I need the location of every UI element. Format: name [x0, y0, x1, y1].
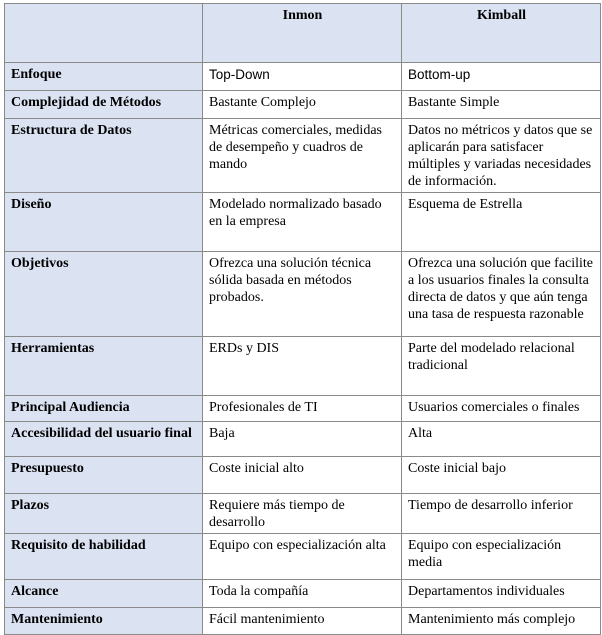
comparison-table — [4, 3, 601, 635]
row-label: Estructura de Datos — [5, 119, 203, 193]
kimball-cell: Equipo con especialización media — [402, 534, 601, 580]
kimball-cell: Usuarios comerciales o finales — [402, 396, 601, 422]
inmon-cell: ERDs y DIS — [203, 337, 402, 396]
header-kimball: Kimball — [402, 4, 601, 63]
table-row — [5, 494, 601, 534]
table-row — [5, 119, 601, 193]
table-row — [5, 422, 601, 457]
table-row — [5, 608, 601, 635]
kimball-cell: Mantenimiento más complejo — [402, 608, 601, 635]
inmon-cell: Bastante Complejo — [203, 91, 402, 119]
inmon-cell: Ofrezca una solución técnica sólida basada en métodos probados. — [203, 252, 402, 337]
header-inmon: Inmon — [203, 4, 402, 63]
row-label: Herramientas — [5, 337, 203, 396]
kimball-cell: Datos no métricos y datos que se aplicarán para satisfacer múltiples y variadas necesidades de información. — [402, 119, 601, 193]
table-row — [5, 337, 601, 396]
table-row — [5, 396, 601, 422]
inmon-cell: Toda la compañía — [203, 580, 402, 608]
table-row — [5, 193, 601, 252]
inmon-cell: Profesionales de TI — [203, 396, 402, 422]
row-label: Accesibilidad del usuario final — [5, 422, 203, 457]
inmon-cell: Baja — [203, 422, 402, 457]
inmon-cell: Coste inicial alto — [203, 457, 402, 494]
table-row — [5, 534, 601, 580]
inmon-cell: Fácil mantenimiento — [203, 608, 402, 635]
kimball-cell: Bottom-up — [402, 63, 601, 91]
row-label: Mantenimiento — [5, 608, 203, 635]
row-label: Enfoque — [5, 63, 203, 91]
kimball-cell: Parte del modelado relacional tradicional — [402, 337, 601, 396]
row-label: Presupuesto — [5, 457, 203, 494]
inmon-cell: Requiere más tiempo de desarrollo — [203, 494, 402, 534]
kimball-cell: Tiempo de desarrollo inferior — [402, 494, 601, 534]
row-label: Alcance — [5, 580, 203, 608]
inmon-cell: Top-Down — [203, 63, 402, 91]
row-label: Objetivos — [5, 252, 203, 337]
kimball-cell: Bastante Simple — [402, 91, 601, 119]
kimball-cell: Esquema de Estrella — [402, 193, 601, 252]
inmon-cell: Equipo con especialización alta — [203, 534, 402, 580]
kimball-cell: Alta — [402, 422, 601, 457]
inmon-cell: Modelado normalizado basado en la empresa — [203, 193, 402, 252]
row-label: Diseño — [5, 193, 203, 252]
inmon-cell: Métricas comerciales, medidas de desempeño y cuadros de mando — [203, 119, 402, 193]
kimball-cell: Departamentos individuales — [402, 580, 601, 608]
header-row — [5, 4, 601, 63]
table-row — [5, 91, 601, 119]
table-row — [5, 63, 601, 91]
table-row — [5, 457, 601, 494]
kimball-cell: Ofrezca una solución que facilite a los usuarios finales la consulta directa de datos y que aún tenga una tasa de respuesta razonable — [402, 252, 601, 337]
row-label: Principal Audiencia — [5, 396, 203, 422]
table-row — [5, 580, 601, 608]
row-label: Complejidad de Métodos — [5, 91, 203, 119]
row-label: Requisito de habilidad — [5, 534, 203, 580]
table-row — [5, 252, 601, 337]
row-label: Plazos — [5, 494, 203, 534]
header-corner-cell — [5, 4, 203, 63]
kimball-cell: Coste inicial bajo — [402, 457, 601, 494]
